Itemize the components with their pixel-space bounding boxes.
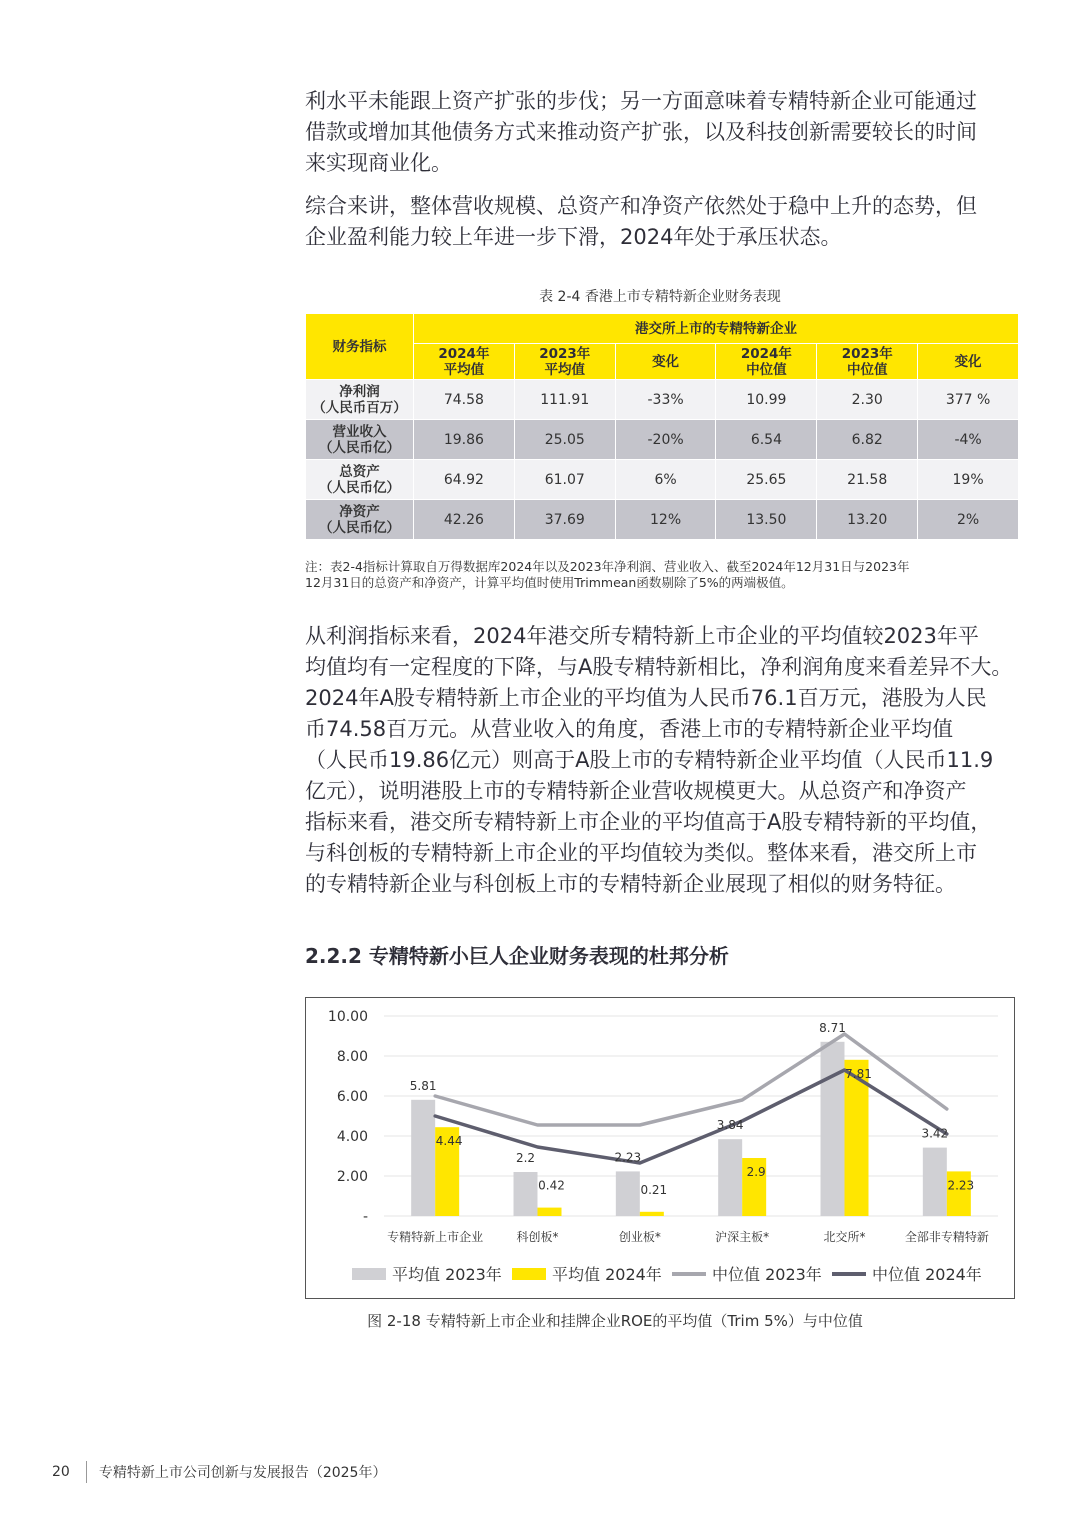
- paragraph-summary: [305, 191, 1035, 253]
- table-row: [306, 500, 1019, 540]
- table-cell: 64.92: [414, 460, 515, 500]
- data-label: 4.44: [435, 1134, 463, 1149]
- text-line: 均值均有一定程度的下降，与A股专精特新相比，净利润角度来看差异不大。: [305, 655, 1013, 679]
- table-cell: 37.69: [514, 500, 615, 540]
- y-tick-label: 8.00: [336, 1049, 368, 1065]
- table-cell: 6%: [615, 460, 716, 500]
- table-cell: 21.58: [817, 460, 918, 500]
- data-label: 0.21: [640, 1182, 668, 1197]
- row-label: 总资产 （人民币亿）: [306, 460, 414, 500]
- bar: [538, 1208, 562, 1216]
- text-line: 利水平未能跟上资产扩张的步伐；另一方面意味着专精特新企业可能通过: [305, 89, 977, 113]
- table-cell: 2%: [918, 500, 1019, 540]
- page-number: 20: [52, 1464, 70, 1480]
- col-header: 2024年 平均值: [414, 344, 515, 380]
- x-tick-label: 专精特新上市企业: [387, 1230, 484, 1244]
- y-tick-label: 2.00: [336, 1169, 368, 1185]
- table-cell: 19%: [918, 460, 1019, 500]
- data-label: 5.81: [409, 1078, 437, 1093]
- table-caption: 表 2-4 香港上市专精特新企业财务表现: [539, 289, 781, 305]
- table-cell: 13.20: [817, 500, 918, 540]
- header-group: 港交所上市的专精特新企业: [414, 314, 1019, 344]
- row-label: 营业收入 （人民币亿）: [306, 420, 414, 460]
- legend-label: 中位值 2023年: [712, 1265, 822, 1284]
- y-tick-label: 6.00: [336, 1089, 368, 1105]
- legend-label: 平均值 2024年: [552, 1265, 662, 1284]
- bar: [411, 1100, 435, 1216]
- x-tick-label: 创业板*: [618, 1230, 661, 1244]
- bar: [718, 1139, 742, 1216]
- text-line: 与科创板的专精特新上市企业的平均值较为类似。整体来看，港交所上市: [305, 841, 977, 865]
- chart-svg: [306, 998, 1016, 1300]
- table-cell: 13.50: [716, 500, 817, 540]
- report-title: 专精特新上市公司创新与发展报告（2025年）: [98, 1465, 387, 1481]
- col-header: 2024年 中位值: [716, 344, 817, 380]
- bar: [821, 1042, 845, 1216]
- text-line: 指标来看，港交所专精特新上市企业的平均值高于A股专精特新的平均值，: [305, 810, 992, 834]
- chart-caption: 图 2-18 专精特新上市企业和挂牌企业ROE的平均值（Trim 5%）与中位值: [367, 1312, 863, 1330]
- x-tick-label: 北交所*: [823, 1230, 866, 1244]
- table-cell: 377 %: [918, 380, 1019, 420]
- text-line: （人民币19.86亿元）则高于A股上市的专精特新企业平均值（人民币11.9: [305, 748, 994, 772]
- text-line: 借款或增加其他债务方式来推动资产扩张，以及科技创新需要较长的时间: [305, 120, 977, 144]
- x-tick-label: 全部非专精特新: [904, 1230, 989, 1244]
- page-footer: [52, 1461, 386, 1483]
- header-metric: 财务指标: [306, 314, 414, 380]
- table-cell: 6.54: [716, 420, 817, 460]
- text-line: 企业盈利能力较上年进一步下滑，2024年处于承压状态。: [305, 225, 842, 249]
- col-header: 2023年 平均值: [514, 344, 615, 380]
- table-note: 注：表2-4指标计算取自万得数据库2024年以及2023年净利润、营业收入、截至2024年12月31日与2023年 12月31日的总资产和净资产，计算平均值时使用Trimmean函数剔除了5%的两端极值。: [305, 559, 910, 590]
- table-cell: 74.58: [414, 380, 515, 420]
- financial-table: [305, 313, 1019, 540]
- bar: [616, 1171, 640, 1216]
- legend-swatch: [512, 1268, 546, 1280]
- table-cell: -33%: [615, 380, 716, 420]
- y-tick-label: -: [362, 1209, 368, 1225]
- table-cell: 25.05: [514, 420, 615, 460]
- table-cell: 12%: [615, 500, 716, 540]
- table-row: [306, 460, 1019, 500]
- table-cell: -20%: [615, 420, 716, 460]
- table-cell: 42.26: [414, 500, 515, 540]
- data-label: 3.42: [921, 1126, 949, 1141]
- roe-chart: [305, 997, 1015, 1299]
- data-label: 2.23: [614, 1150, 642, 1165]
- col-header: 变化: [615, 344, 716, 380]
- legend-swatch: [352, 1268, 386, 1280]
- table-row: [306, 380, 1019, 420]
- paragraph-analysis: [305, 621, 1035, 900]
- text-line: 亿元），说明港股上市的专精特新企业营收规模更大。从总资产和净资产: [305, 779, 967, 803]
- paragraph-intro: [305, 86, 1035, 179]
- legend-label: 平均值 2023年: [392, 1265, 502, 1284]
- table-cell: 25.65: [716, 460, 817, 500]
- text-line: 综合来讲，整体营收规模、总资产和净资产依然处于稳中上升的态势，但: [305, 194, 977, 218]
- footer-divider: [86, 1461, 87, 1483]
- text-line: 币74.58百万元。从营业收入的角度，香港上市的专精特新企业平均值: [305, 717, 954, 741]
- legend-label: 中位值 2024年: [872, 1265, 982, 1284]
- table-row: [306, 420, 1019, 460]
- text-line: 的专精特新企业与科创板上市的专精特新企业展现了相似的财务特征。: [305, 872, 956, 896]
- row-label: 净利润 （人民币百万）: [306, 380, 414, 420]
- table-cell: 6.82: [817, 420, 918, 460]
- x-tick-label: 沪深主板*: [715, 1230, 770, 1244]
- table-cell: 2.30: [817, 380, 918, 420]
- col-header: 2023年 中位值: [817, 344, 918, 380]
- data-label: 8.71: [819, 1020, 846, 1035]
- table-cell: 111.91: [514, 380, 615, 420]
- section-heading: 2.2.2 专精特新小巨人企业财务表现的杜邦分析: [305, 944, 729, 968]
- table-cell: 19.86: [414, 420, 515, 460]
- data-label: 2.2: [515, 1151, 536, 1165]
- bar: [923, 1148, 947, 1216]
- text-line: 来实现商业化。: [305, 151, 452, 175]
- table-cell: -4%: [918, 420, 1019, 460]
- text-line: 2024年A股专精特新上市企业的平均值为人民币76.1百万元，港股为人民: [305, 686, 987, 710]
- data-label: 3.84: [716, 1118, 744, 1133]
- row-label: 净资产 （人民币亿）: [306, 500, 414, 540]
- data-label: 7.81: [845, 1066, 872, 1081]
- data-label: 0.42: [538, 1178, 565, 1193]
- y-tick-label: 10.00: [327, 1009, 368, 1025]
- table-cell: 10.99: [716, 380, 817, 420]
- table-cell: 61.07: [514, 460, 615, 500]
- x-tick-label: 科创板*: [516, 1230, 559, 1244]
- bar: [640, 1212, 664, 1216]
- data-label: 2.9: [746, 1165, 766, 1179]
- text-line: 从利润指标来看，2024年港交所专精特新上市企业的平均值较2023年平: [305, 624, 979, 648]
- y-tick-label: 4.00: [336, 1129, 368, 1145]
- bar: [514, 1172, 538, 1216]
- data-label: 2.23: [947, 1178, 975, 1193]
- col-header: 变化: [918, 344, 1019, 380]
